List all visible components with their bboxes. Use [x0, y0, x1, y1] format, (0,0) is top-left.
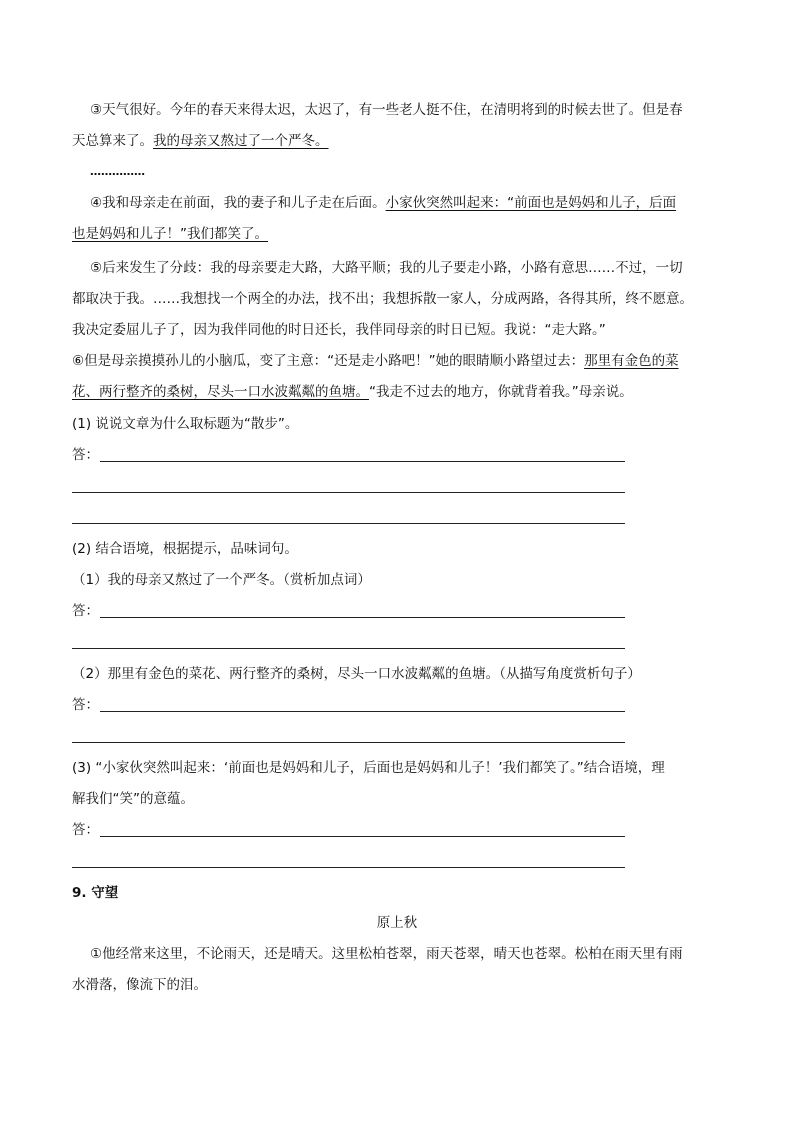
section-9-paragraph-1-line-2: 水滑落，像流下的泪。 — [72, 977, 207, 993]
paragraph-5-line-1: ⑤后来发生了分歧：我的母亲要走大路，大路平顺；我的儿子要走小路，小路有意思……不过，一切 — [90, 260, 683, 276]
paragraph-4-text: ④我和母亲走在前面，我的妻子和儿子走在后面。 — [90, 195, 386, 211]
paragraph-3-line-1: ③天气很好。今年的春天来得太迟，太迟了，有一些老人挺不住，在清明将到的时候去世了。但是春 — [90, 102, 683, 118]
paragraph-5-line-3: 我决定委屈儿子了，因为我伴同他的时日还长，我伴同母亲的时日已短。我说：“走大路。” — [72, 322, 606, 338]
paragraph-3-line-2 — [72, 131, 720, 151]
underlined-sentence-child-shout-cont: 也是妈妈和儿子！”我们都笑了。 — [72, 226, 268, 242]
underlined-sentence-severe-winter: 我的母亲又熬过了一个严冬。 — [153, 133, 329, 149]
paragraph-3-text: 天总算来了。 — [72, 133, 153, 149]
paragraph-4-line-2 — [72, 224, 720, 244]
paragraph-6-line-2 — [72, 382, 720, 402]
paragraph-4-line-1 — [72, 193, 720, 213]
paragraph-6-line-1 — [72, 351, 720, 371]
answer-line[interactable] — [72, 742, 625, 743]
underlined-sentence-scenery-cont: 花、两行整齐的桑树，尽头一口水波粼粼的鱼塘。 — [72, 384, 369, 400]
question-3-line-1: (3) “小家伙突然叫起来：‘前面也是妈妈和儿子，后面也是妈妈和儿子！’我们都笑了。”结合语境，理 — [72, 760, 665, 776]
section-9-heading: 9. 守望 — [72, 885, 119, 901]
question-2-sub-2: （2）那里有金色的菜花、两行整齐的桑树，尽头一口水波粼粼的鱼塘。（从描写角度赏析句子） — [72, 666, 641, 682]
answer-line[interactable] — [72, 867, 625, 868]
article-author: 原上秋 — [376, 915, 418, 931]
answer-label: 答： — [72, 822, 99, 838]
answer-label: 答： — [72, 603, 99, 619]
section-9-paragraph-1-line-1: ①他经常来这里，不论雨天，还是晴天。这里松柏苍翠，雨天苍翠，晴天也苍翠。松柏在雨天里有雨 — [90, 946, 683, 962]
answer-label: 答： — [72, 697, 99, 713]
ellipsis-separator: …………… — [90, 165, 145, 178]
answer-line[interactable] — [72, 648, 625, 649]
paragraph-6-quote: “我走不过去的地方，你就背着我。”母亲说。 — [369, 384, 633, 400]
answer-line[interactable] — [72, 523, 625, 524]
underlined-sentence-scenery: 那里有金色的菜 — [584, 353, 679, 369]
paragraph-6-text: ⑥但是母亲摸摸孙儿的小脑瓜，变了主意：“还是走小路吧！”她的眼睛顺小路望过去： — [72, 353, 585, 369]
answer-line[interactable] — [100, 617, 625, 618]
question-3-line-2: 解我们“笑”的意蕴。 — [72, 791, 194, 807]
question-1: (1) 说说文章为什么取标题为“散步”。 — [72, 416, 299, 432]
answer-line[interactable] — [72, 492, 625, 493]
question-2: (2) 结合语境，根据提示，品味词句。 — [72, 541, 298, 557]
answer-line[interactable] — [100, 836, 625, 837]
answer-label: 答： — [72, 447, 99, 463]
underlined-sentence-child-shout: 小家伙突然叫起来：“前面也是妈妈和儿子，后面 — [385, 195, 677, 211]
answer-line[interactable] — [100, 461, 625, 462]
question-2-sub-1: （1）我的母亲又熬过了一个严冬。（赏析加点词） — [72, 572, 371, 588]
answer-line[interactable] — [100, 711, 625, 712]
paragraph-5-line-2: 都取决于我。……我想找一个两全的办法，找不出；我想拆散一家人，分成两路，各得其所，终不愿意。 — [72, 291, 693, 307]
